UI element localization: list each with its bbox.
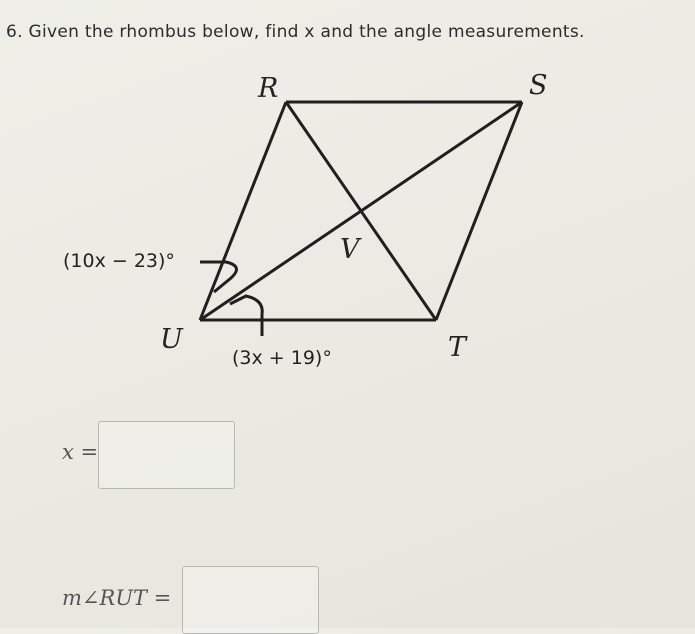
diagonal-us bbox=[200, 102, 522, 320]
vertex-label-t: T bbox=[448, 332, 467, 363]
side-st bbox=[436, 102, 522, 320]
angle-expression-upper: (10x − 23)° bbox=[63, 250, 175, 272]
answer-label-x: x = bbox=[62, 440, 99, 464]
question-text: 6. Given the rhombus below, find x and the angle measurements. bbox=[6, 22, 585, 42]
side-ur bbox=[200, 102, 286, 320]
vertex-label-v: V bbox=[340, 234, 360, 265]
angle-mark-lower bbox=[230, 296, 262, 336]
angle-expression-lower: (3x + 19)° bbox=[232, 347, 332, 369]
vertex-label-u: U bbox=[160, 324, 183, 355]
answer-input-angle-rut[interactable] bbox=[182, 566, 319, 634]
answer-label-angle-rut: m∠RUT = bbox=[62, 586, 172, 610]
vertex-label-r: R bbox=[258, 73, 279, 104]
vertex-label-s: S bbox=[529, 70, 548, 101]
answer-input-x[interactable] bbox=[98, 421, 235, 489]
